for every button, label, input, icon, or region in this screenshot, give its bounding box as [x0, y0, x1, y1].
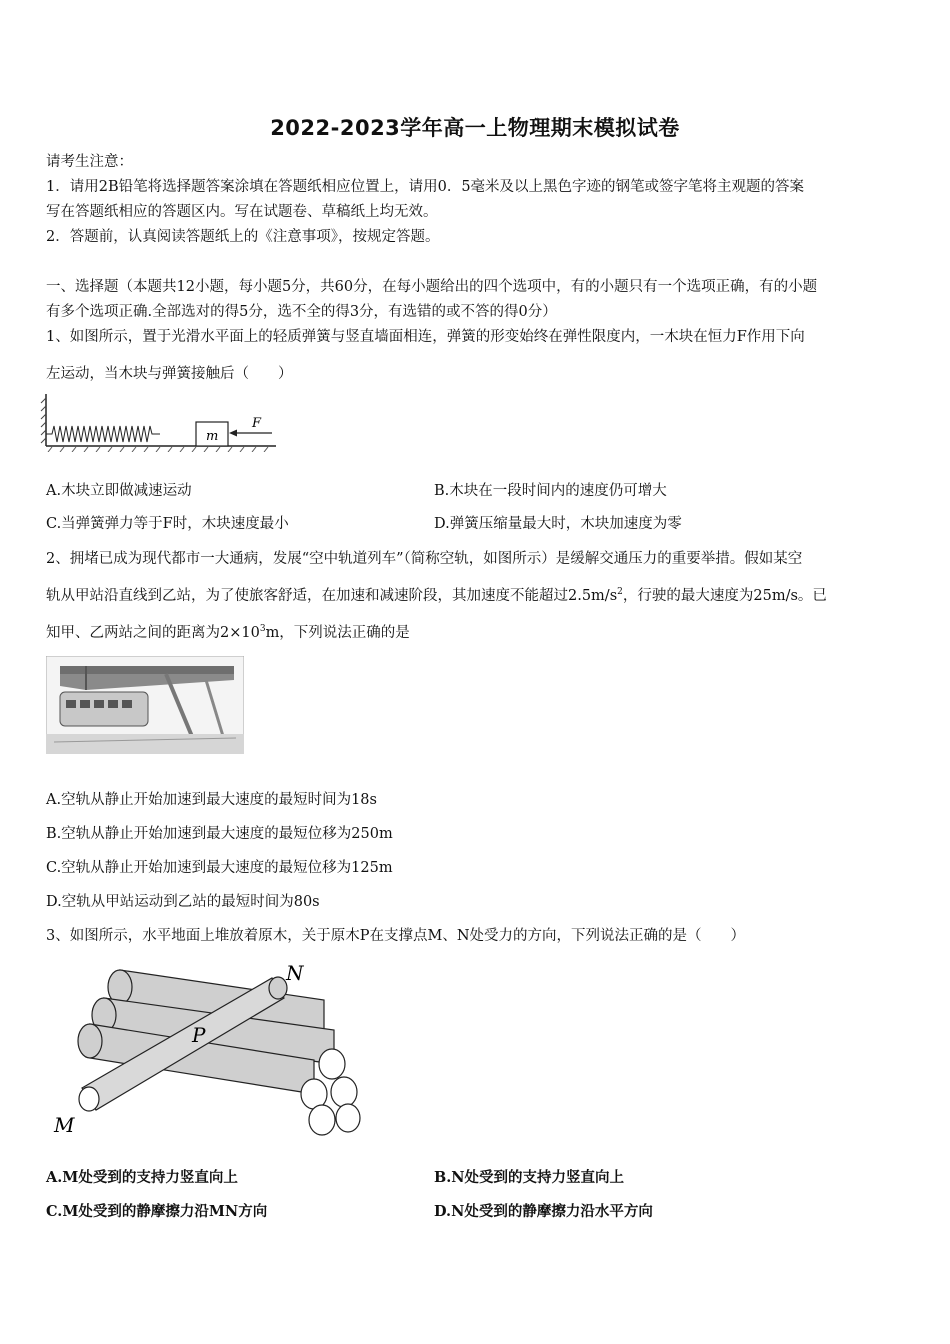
page-title: 2022-2023学年高一上物理期末模拟试卷	[270, 116, 680, 140]
q2-monorail-photo	[46, 656, 244, 754]
spring-coil	[46, 426, 160, 442]
q3-stem-line-1: 3、如图所示，水平地面上堆放着原木，关于原木P在支撑点M、N处受力的方向，下列说法正确的是（ ）	[46, 928, 746, 944]
q1-option-d[interactable]: D.弹簧压缩量最大时，木块加速度为零	[434, 516, 682, 532]
q3-logs-figure	[44, 960, 374, 1140]
q2-option-c[interactable]: C.空轨从静止开始加速到最大速度的最短位移为125m	[46, 860, 393, 876]
notice-item-1-line-1: 1．请用2B铅笔将选择题答案涂填在答题纸相应位置上，请用0．5毫米及以上黑色字迹的钢笔或签字笔将主观题的答案	[46, 179, 805, 195]
q2-stem-line-3: 知甲、乙两站之间的距离为$2\times 10^3m$，下列说法正确的是	[46, 624, 410, 641]
q2-option-a[interactable]: A.空轨从静止开始加速到最大速度的最短时间为18s	[46, 792, 377, 808]
q1-option-a[interactable]: A.木块立即做减速运动	[46, 483, 192, 499]
q3-option-d[interactable]: D.N处受到的静摩擦力沿水平方向	[434, 1203, 653, 1220]
q2-option-b[interactable]: B.空轨从静止开始加速到最大速度的最短位移为250m	[46, 826, 393, 842]
point-m-label: M	[54, 1113, 75, 1137]
notice-item-2: 2．答题前，认真阅读答题纸上的《注意事项》，按规定答题。	[46, 229, 440, 245]
notice-item-1-line-2: 写在答题纸相应的答题区内。写在试题卷、草稿纸上均无效。	[46, 204, 438, 220]
q1-option-c[interactable]: C.当弹簧弹力等于F时，木块速度最小	[46, 516, 289, 532]
force-label: F	[252, 416, 262, 431]
q2-stem-line-1: 2、拥堵已成为现代都市一大通病，发展“空中轨道列车”（简称空轨，如图所示）是缓解交通压力的重要举措。假如某空	[46, 551, 803, 567]
q1-stem-line-2: 左运动，当木块与弹簧接触后（ ）	[46, 366, 293, 382]
q2-stem-line-2: 轨从甲站沿直线到乙站，为了使旅客舒适，在加速和减速阶段，其加速度不能超过$2.5m/s^2$，行驶的最大速度为25m/s。已	[46, 587, 827, 604]
section-heading-line-2: 有多个选项正确.全部选对的得5分，选不全的得3分，有选错的或不答的得0分）	[46, 304, 557, 320]
q3-option-b[interactable]: B.N处受到的支持力竖直向上	[434, 1169, 625, 1186]
q1-stem-line-1: 1、如图所示，置于光滑水平面上的轻质弹簧与竖直墙面相连，弹簧的形变始终在弹性限度内，一木块在恒力F作用下向	[46, 329, 805, 345]
block-mass-label: m	[206, 429, 219, 444]
q3-option-c[interactable]: C.M处受到的静摩擦力沿MN方向	[46, 1203, 268, 1220]
q3-option-a[interactable]: A.M处受到的支持力竖直向上	[46, 1169, 238, 1186]
q1-option-b[interactable]: B.木块在一段时间内的速度仍可增大	[434, 483, 667, 499]
notice-heading: 请考生注意：	[46, 154, 133, 170]
q2-option-d[interactable]: D.空轨从甲站运动到乙站的最短时间为80s	[46, 894, 320, 910]
log-p-label: P	[192, 1023, 206, 1047]
q1-spring-block-figure	[40, 390, 280, 452]
point-n-label: N	[286, 961, 304, 985]
section-heading-line-1: 一、选择题（本题共12小题，每小题5分，共60分，在每小题给出的四个选项中，有的小题只有一个选项正确，有的小题	[46, 279, 818, 295]
